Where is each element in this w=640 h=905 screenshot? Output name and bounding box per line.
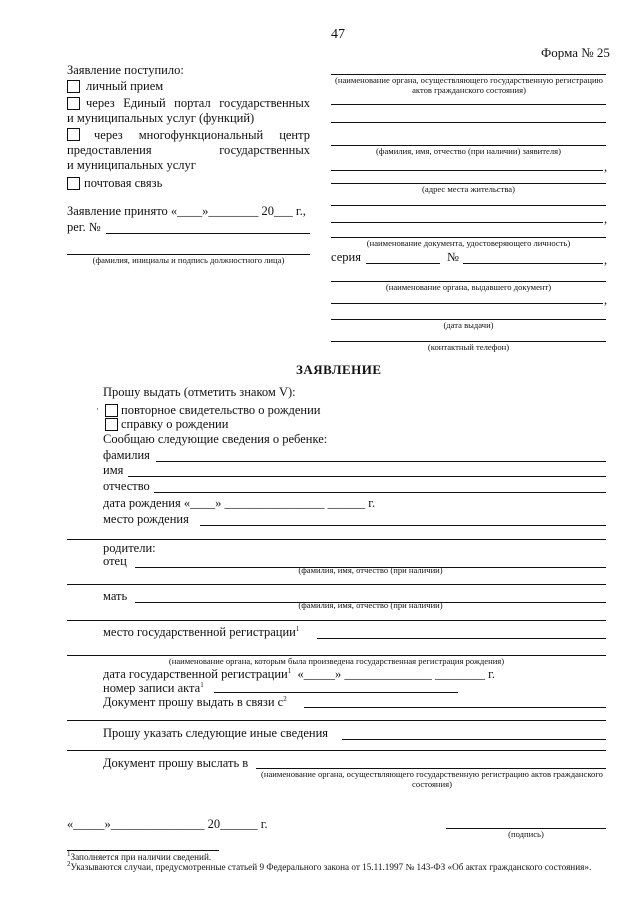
checkbox-personal[interactable] (67, 80, 80, 93)
checkbox-repeat-certificate[interactable] (105, 404, 118, 417)
option-birth-reference: справку о рождении (121, 417, 229, 431)
issue-date-caption: (дата выдачи) (443, 320, 494, 330)
reg-place-field[interactable] (317, 638, 606, 639)
accepted-line: Заявление принято «____»________ 20___ г., (67, 204, 306, 218)
checkbox-post[interactable] (67, 177, 80, 190)
send-to-caption: (наименование органа, осуществляющего государственную регистрацию актов гражданского состояния) (261, 769, 603, 789)
comma: , (604, 212, 608, 226)
issuer-line-2[interactable] (331, 303, 603, 304)
footnote-1: $^1$Заполняется при наличии сведений. (67, 849, 212, 862)
option-mfc-cont: предоставления государственных (67, 143, 310, 157)
checkbox-mfc[interactable] (67, 128, 80, 141)
form-label: Форма № 25 (541, 45, 610, 60)
address-caption: (адрес места жительства) (422, 184, 515, 194)
request-label: Прошу выдать (отметить знаком V): (103, 385, 296, 399)
address-line-2[interactable] (331, 205, 606, 206)
mother-line-2[interactable] (67, 620, 606, 621)
option-mfc-cont2: и муниципальных услуг (67, 158, 196, 172)
issue-reason-label: Документ прошу выдать в связи $с^2$ (103, 694, 287, 709)
option-personal: личный прием (86, 79, 164, 93)
phone-caption: (контактный телефон) (427, 342, 510, 352)
series-label: серия (331, 250, 361, 264)
issuer-caption: (наименование органа, выдавшего документ) (385, 282, 552, 292)
birth-place-line-2[interactable] (67, 539, 606, 540)
patronymic-field[interactable] (154, 492, 606, 493)
reg-place-label: место государственной регистрации$^1$ (103, 624, 300, 639)
comma: , (604, 293, 608, 307)
parents-label: родители: (103, 541, 156, 555)
father-caption: (фамилия, имя, отчество (при наличии) (298, 565, 443, 575)
organ-caption: (наименование органа, осуществляющего государственную регистрацию актов гражданского состояния) (335, 75, 603, 95)
father-label: отец (103, 554, 127, 568)
checkbox-portal[interactable] (67, 97, 80, 110)
number-label: № (447, 250, 459, 264)
address-line-3[interactable] (331, 222, 603, 223)
option-repeat-certificate: повторное свидетельство о рождении (121, 403, 321, 417)
surname-label: фамилия (103, 448, 150, 462)
checkbox-birth-reference[interactable] (105, 418, 118, 431)
record-number-field[interactable] (214, 692, 458, 693)
name-field[interactable] (128, 476, 606, 477)
record-number-label: номер записи акта$^1$ (103, 680, 204, 695)
surname-field[interactable] (156, 461, 606, 462)
send-to-label: Документ прошу выслать в (103, 756, 249, 770)
official-caption: (фамилия, инициалы и подпись должностного лица) (92, 255, 285, 265)
number-field[interactable] (463, 263, 603, 264)
birth-place-field[interactable] (200, 525, 606, 526)
applicant-caption: (фамилия, имя, отчество (при наличии) заявителя) (376, 146, 561, 156)
page-number: 47 (331, 27, 345, 42)
reg-organ-caption: (наименование органа, которым была произведена государственная регистрация рождения) (168, 656, 505, 666)
applicant-line-2[interactable] (331, 170, 603, 171)
reg-date-line: дата государственной регистрации$^1$ «_____» ______________ ________ г. (103, 666, 495, 681)
option-post: почтовая связь (84, 176, 163, 190)
patronymic-label: отчество (103, 479, 150, 493)
option-portal-cont: и муниципальных услуг (функций) (67, 111, 255, 125)
reg-label: рег. № (67, 220, 101, 234)
footnote-2: $^2$Указываются случаи, предусмотренные статьей 9 Федерального закона от 15.11.1997 № 143-ФЗ «Об актах гражданского состояния». (67, 859, 592, 872)
option-portal: через Единый портал государственных (86, 96, 310, 110)
birth-place-label: место рождения (103, 512, 189, 526)
signature-caption: (подпись) (508, 829, 544, 839)
birth-date-line: дата рождения «____» ________________ ______ г. (103, 496, 376, 510)
name-label: имя (103, 463, 124, 477)
child-info-label: Сообщаю следующие сведения о ребенке: (103, 432, 328, 446)
comma: , (604, 160, 608, 174)
document-caption: (наименование документа, удостоверяющего личность) (366, 238, 571, 248)
footnote-divider (67, 850, 219, 851)
option-mfc: через многофункциональный центр (94, 128, 310, 142)
father-line-2[interactable] (67, 584, 606, 585)
other-info-label: Прошу указать следующие иные сведения (103, 726, 329, 740)
mother-caption: (фамилия, имя, отчество (при наличии) (298, 600, 443, 610)
other-info-line-2[interactable] (67, 750, 606, 751)
right-line-2[interactable] (331, 122, 606, 123)
mother-label: мать (103, 589, 128, 603)
issue-reason-field[interactable] (304, 707, 606, 708)
issue-reason-line-2[interactable] (67, 720, 606, 721)
right-line-1[interactable] (331, 104, 606, 105)
received-label: Заявление поступило: (67, 63, 184, 77)
reg-number-field[interactable] (106, 233, 310, 234)
signature-date-line: «_____»_______________ 20______ г. (67, 817, 268, 831)
comma: , (604, 253, 608, 267)
other-info-field[interactable] (342, 739, 606, 740)
dot-mark: · (96, 404, 99, 414)
series-field[interactable] (366, 263, 440, 264)
form-title: ЗАЯВЛЕНИЕ (296, 362, 382, 377)
